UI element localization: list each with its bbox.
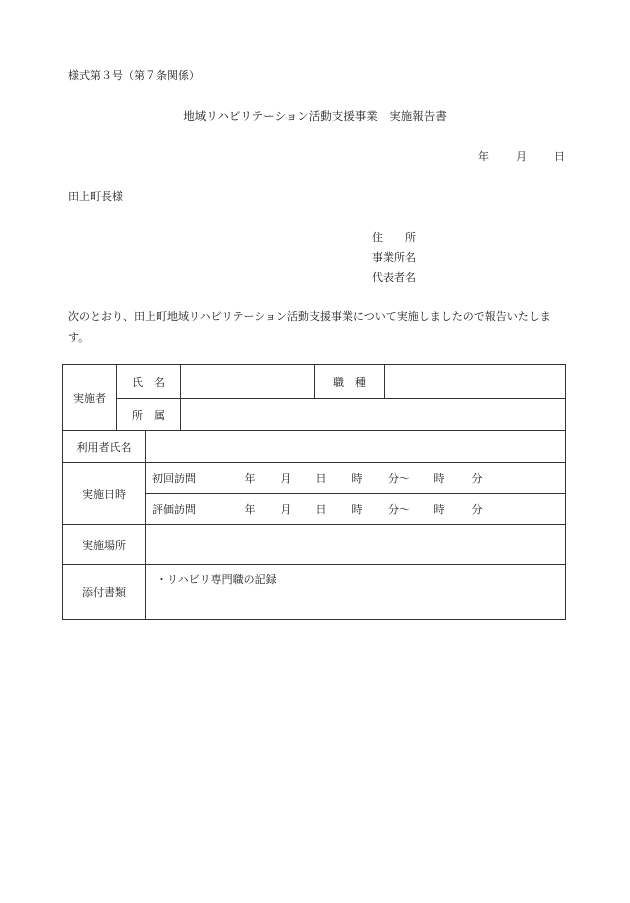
user-name-label: 利用者氏名 bbox=[63, 431, 146, 463]
affiliation-label: 所 属 bbox=[117, 399, 181, 431]
job-type-label: 職 種 bbox=[315, 365, 385, 399]
representative-label: 代表者名 bbox=[372, 271, 416, 284]
place-field[interactable] bbox=[146, 525, 566, 565]
first-visit-hour-to: 時 bbox=[433, 472, 445, 485]
page-title: 地域リハビリテーション活動支援事業 実施報告書 bbox=[183, 109, 447, 123]
eval-visit-label: 評価訪問 bbox=[152, 503, 196, 516]
attachment-field[interactable] bbox=[146, 565, 566, 620]
date-day: 日 bbox=[554, 150, 565, 163]
eval-visit-day: 日 bbox=[315, 503, 327, 516]
addressee: 田上町長様 bbox=[68, 190, 123, 203]
eval-visit-year: 年 bbox=[244, 503, 256, 516]
datetime-label: 実施日時 bbox=[63, 463, 146, 525]
date-year: 年 bbox=[478, 150, 489, 163]
first-visit-minute-to: 分 bbox=[471, 472, 483, 485]
form-number: 様式第３号（第７条関係） bbox=[68, 69, 200, 82]
date-month: 月 bbox=[516, 150, 527, 163]
first-visit-month: 月 bbox=[280, 472, 292, 485]
attachment-label: 添付書類 bbox=[63, 565, 146, 620]
name-field[interactable] bbox=[181, 365, 315, 399]
eval-visit-month: 月 bbox=[280, 503, 292, 516]
attachment-item: ・リハビリ専門職の記録 bbox=[156, 573, 277, 586]
first-visit-label: 初回訪問 bbox=[152, 472, 196, 485]
first-visit-day: 日 bbox=[315, 472, 327, 485]
place-label: 実施場所 bbox=[63, 525, 146, 565]
first-visit-hour: 時 bbox=[351, 472, 363, 485]
applicant-block bbox=[372, 228, 416, 288]
eval-visit-minute-to: 分 bbox=[471, 503, 483, 516]
user-name-field[interactable] bbox=[146, 431, 566, 463]
eval-visit-hour-to: 時 bbox=[433, 503, 445, 516]
implementer-label: 実施者 bbox=[63, 365, 117, 431]
job-type-field[interactable] bbox=[385, 365, 566, 399]
report-date bbox=[478, 148, 565, 164]
address-label: 住 所 bbox=[372, 231, 416, 244]
eval-visit-minute-from: 分〜 bbox=[388, 503, 410, 516]
first-visit-year: 年 bbox=[244, 472, 256, 485]
office-name-label: 事業所名 bbox=[372, 251, 416, 264]
affiliation-field[interactable] bbox=[181, 399, 566, 431]
eval-visit-hour: 時 bbox=[351, 503, 363, 516]
first-visit-row[interactable] bbox=[146, 463, 566, 494]
report-table bbox=[62, 364, 566, 620]
name-label: 氏 名 bbox=[117, 365, 181, 399]
eval-visit-row[interactable] bbox=[146, 494, 566, 525]
body-text: 次のとおり、田上町地域リハビリテーション活動支援事業について実施しましたので報告いたします。 bbox=[68, 310, 551, 344]
first-visit-minute-from: 分〜 bbox=[388, 472, 410, 485]
